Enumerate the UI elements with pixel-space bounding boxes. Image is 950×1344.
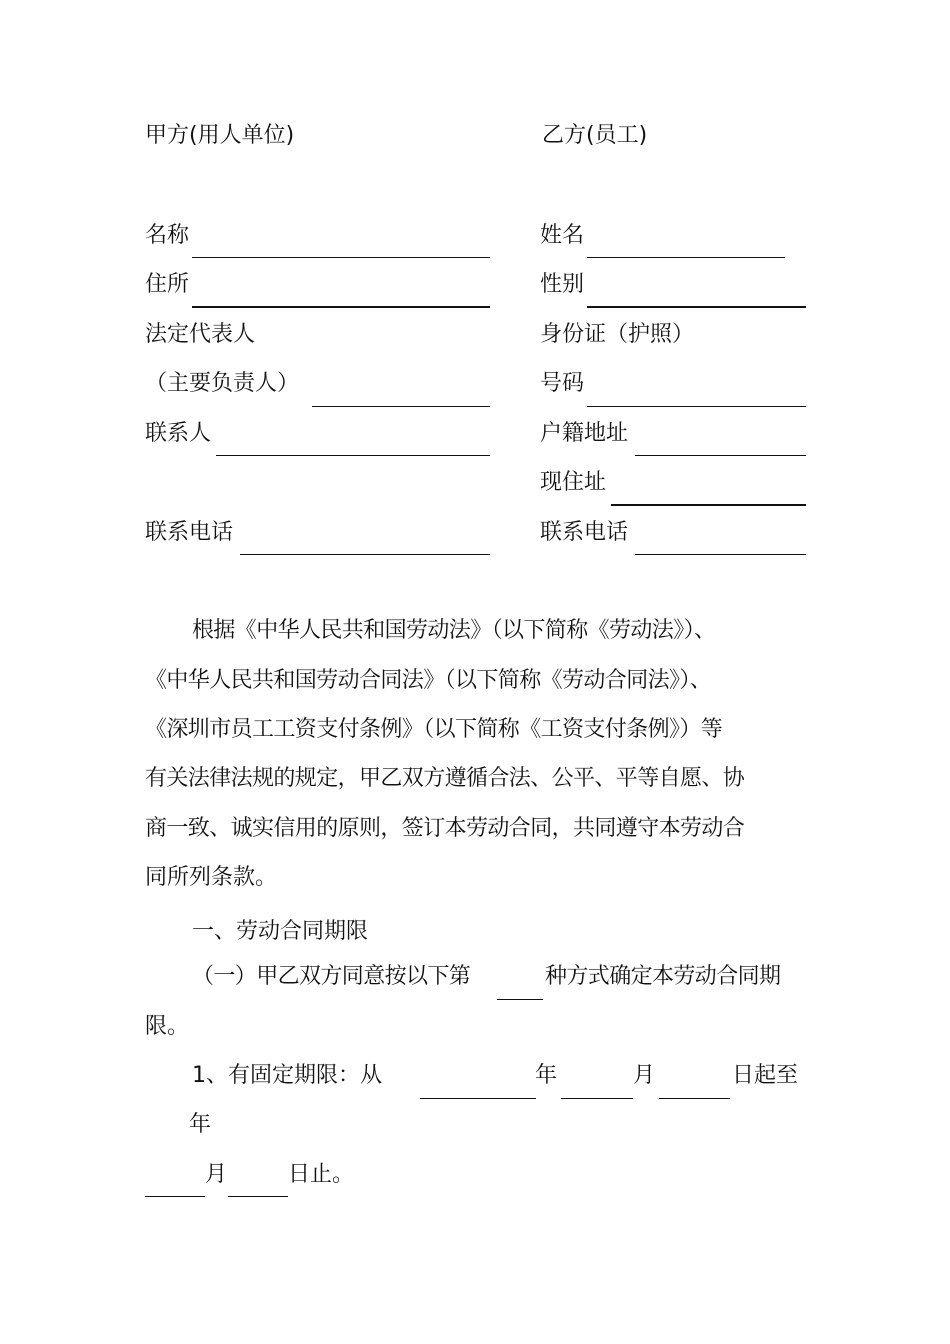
end-month-field[interactable]: [145, 1196, 205, 1197]
party-b-phone-field[interactable]: [635, 554, 806, 555]
preamble-line: 商一致、诚实信用的原则，签订本劳动合同，共同遵守本劳动合: [145, 816, 745, 841]
start-month-field[interactable]: [561, 1098, 633, 1099]
preamble-line: 《深圳市员工工资支付条例》（以下简称《工资支付条例》）等: [145, 717, 723, 742]
party-a-address-label: 住所: [145, 272, 190, 297]
month-label: 月: [633, 1063, 656, 1088]
start-day-field[interactable]: [659, 1098, 730, 1099]
party-a-contact-label: 联系人: [145, 421, 212, 446]
section-1-heading: 一、劳动合同期限: [192, 919, 369, 944]
party-b-gender-label: 性别: [540, 272, 585, 297]
party-a-address-field[interactable]: [192, 306, 490, 308]
party-b-id-label: 身份证（护照）: [540, 322, 695, 347]
preamble-line: 《中华人民共和国劳动合同法》（以下简称《劳动合同法》）、: [145, 668, 712, 693]
end-day-field[interactable]: [228, 1196, 288, 1197]
party-b-phone-label: 联系电话: [540, 520, 629, 545]
party-b-gender-field[interactable]: [587, 306, 806, 308]
clause-1-text: （一）甲乙双方同意按以下第: [192, 964, 471, 989]
party-b-current-address-field[interactable]: [611, 504, 806, 506]
party-b-name-label: 姓名: [540, 223, 585, 248]
party-a-name-field[interactable]: [192, 257, 490, 258]
end-month-label: 月: [205, 1162, 228, 1187]
preamble-line: 有关法律法规的规定，甲乙双方遵循合法、公平、平等自愿、协: [145, 766, 745, 791]
party-a-principal-label: （主要负责人）: [145, 371, 300, 396]
party-b-current-address-label: 现住址: [540, 470, 607, 495]
item-1-text: 1、有固定期限：从: [192, 1063, 382, 1088]
party-b-household-label: 户籍地址: [540, 421, 629, 446]
year-label: 年: [535, 1063, 558, 1088]
party-b-heading: 乙方(员工): [542, 123, 648, 148]
end-year-label: 年: [189, 1112, 212, 1137]
party-a-phone-label: 联系电话: [145, 520, 234, 545]
party-a-heading: 甲方(用人单位): [145, 123, 295, 148]
party-b-id-number-label: 号码: [540, 371, 585, 396]
preamble-line: 根据《中华人民共和国劳动法》（以下简称《劳动法》）、: [192, 618, 716, 643]
party-a-legal-rep-field[interactable]: [312, 406, 490, 407]
contract-type-field[interactable]: [497, 999, 543, 1000]
party-a-name-label: 名称: [145, 223, 190, 248]
preamble-line: 同所列条款。: [145, 865, 278, 890]
end-day-label: 日止。: [288, 1162, 355, 1187]
party-a-contact-field[interactable]: [216, 455, 490, 456]
party-b-household-field[interactable]: [635, 455, 806, 456]
party-b-name-field[interactable]: [587, 257, 785, 258]
clause-1-text-end: 限。: [145, 1014, 190, 1039]
day-from-to-label: 日起至: [732, 1063, 799, 1088]
party-b-id-field[interactable]: [587, 406, 806, 407]
party-a-legal-rep-label: 法定代表人: [145, 322, 256, 347]
clause-1-text-cont: 种方式确定本劳动合同期: [545, 964, 781, 989]
start-year-field[interactable]: [420, 1098, 536, 1099]
party-a-phone-field[interactable]: [240, 554, 490, 555]
